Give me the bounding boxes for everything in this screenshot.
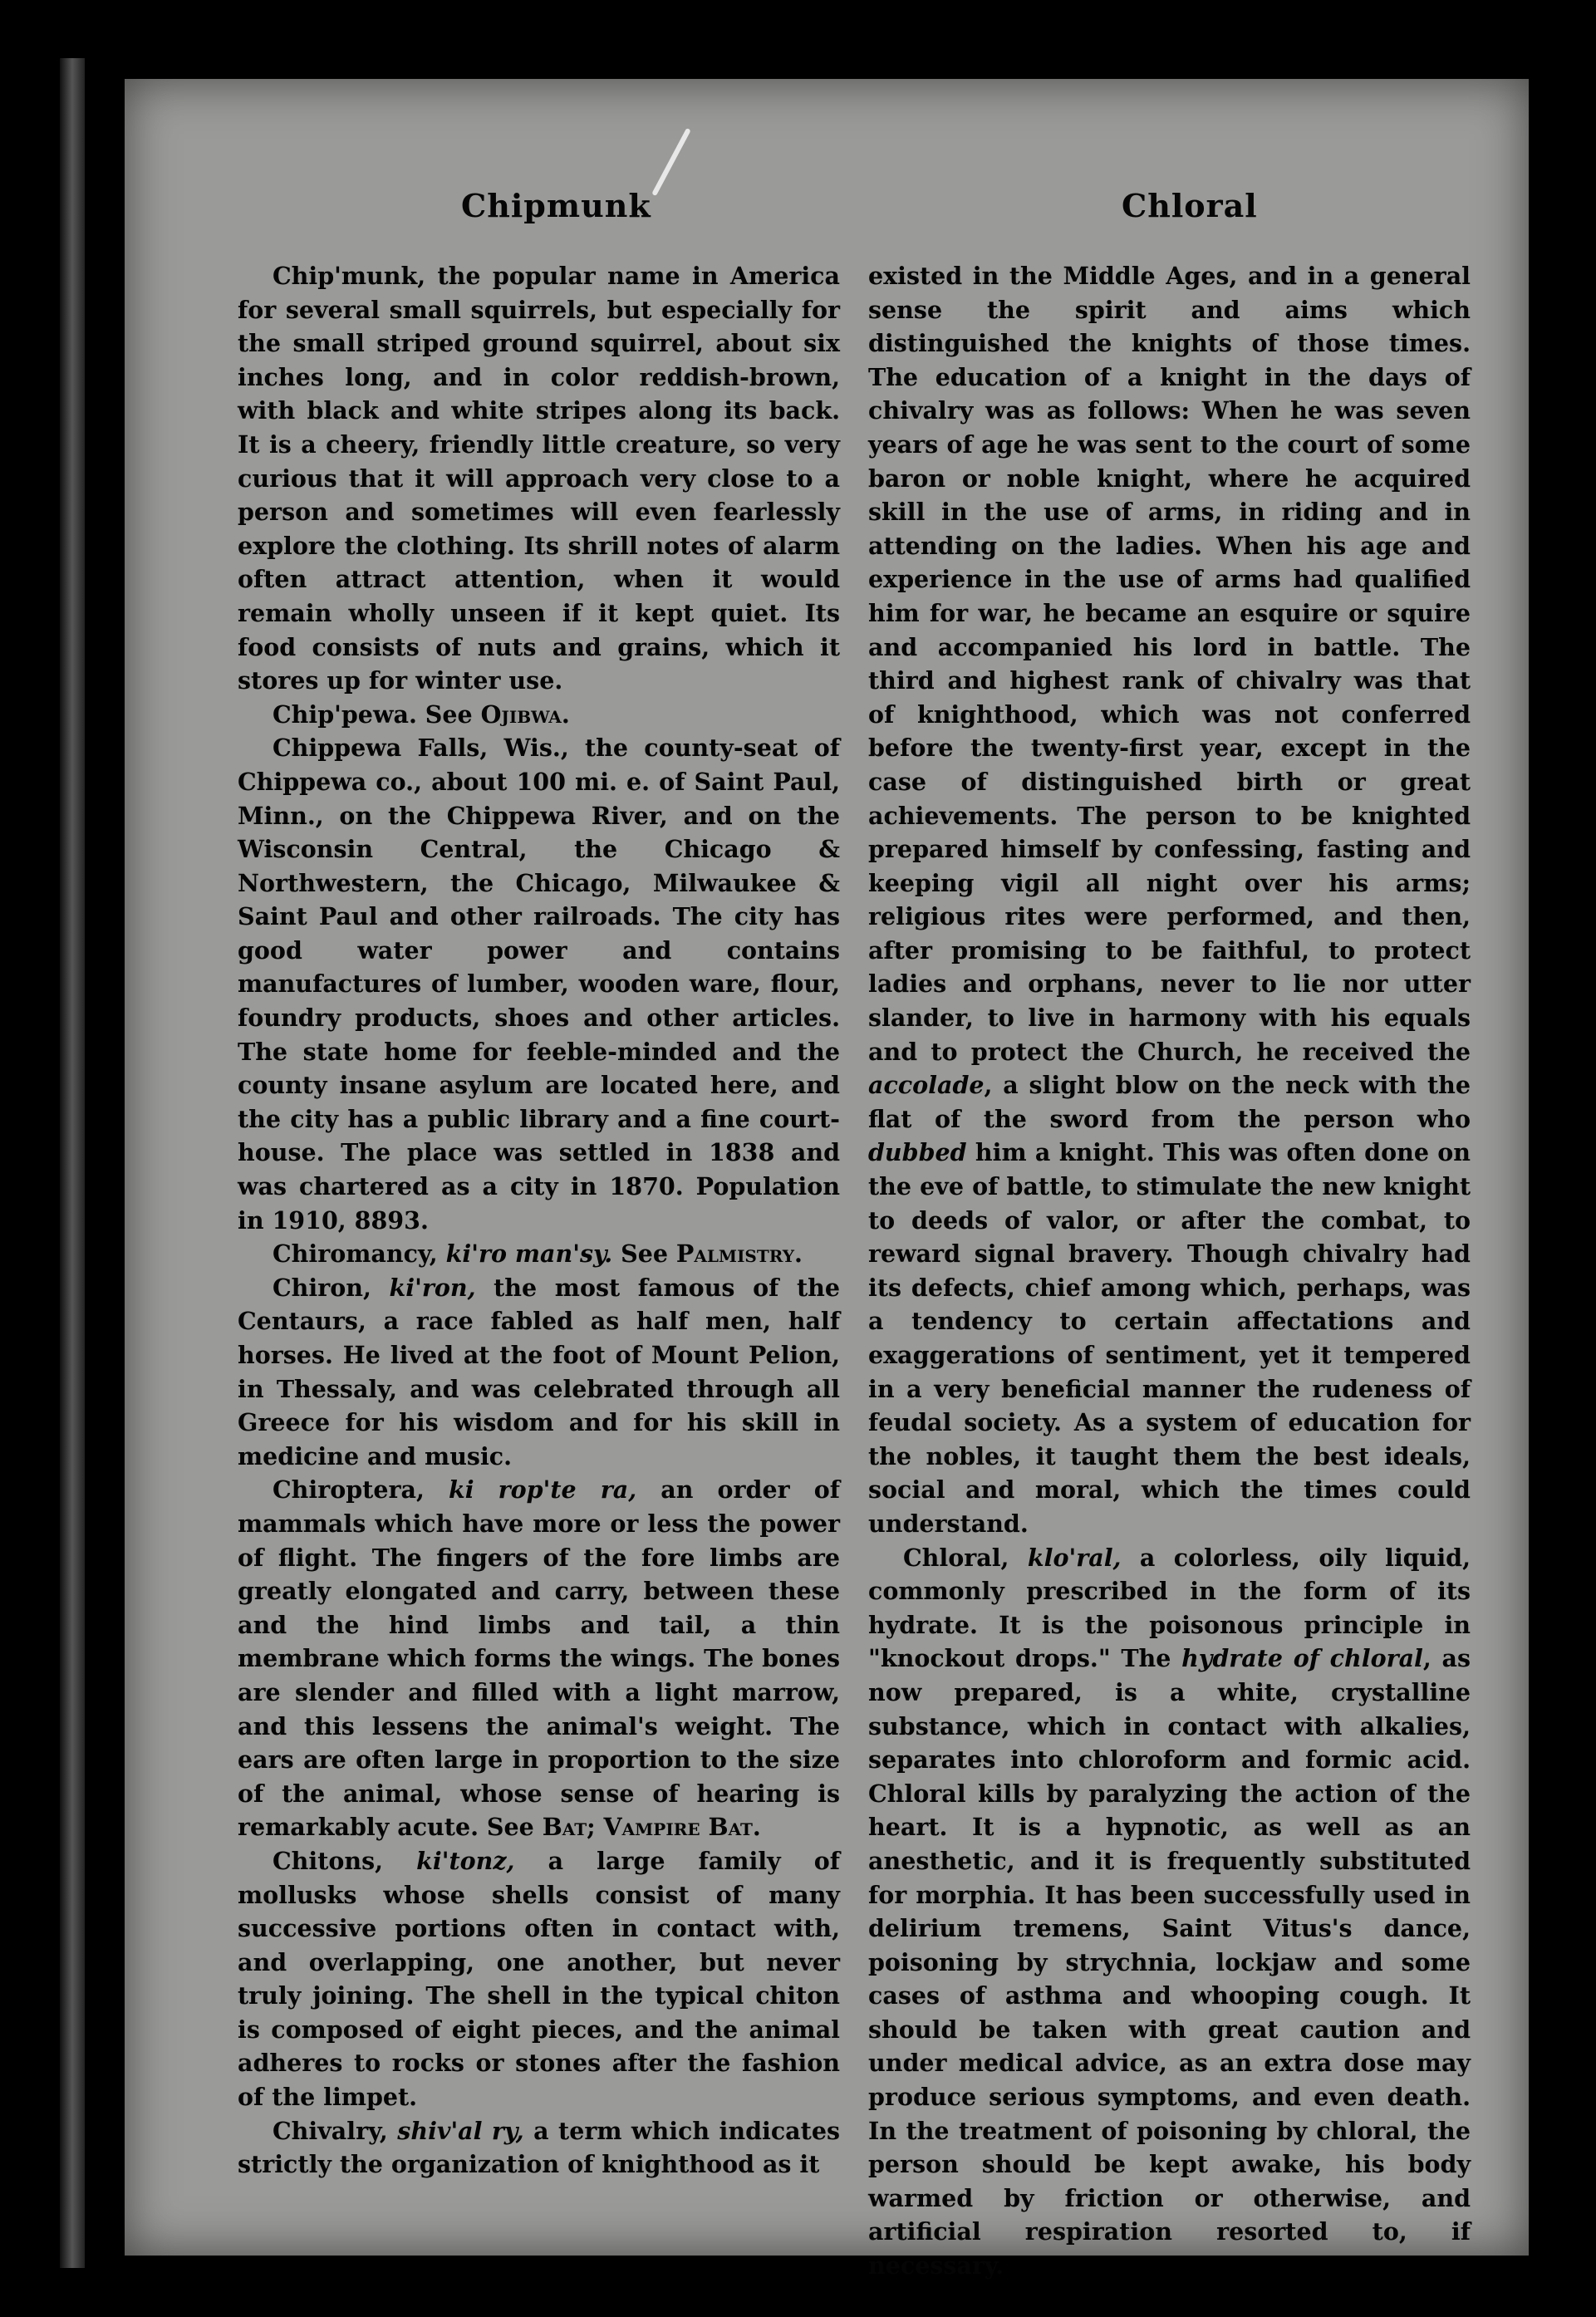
- entry-text: a colorless, oily liquid, commonly prescribed in the form of its hydrate. It is the poisonous principle in "knockout drops." The: [868, 1543, 1471, 1673]
- pronunciation: ki'ron,: [371, 1273, 476, 1302]
- italic-term: accolade: [868, 1071, 985, 1100]
- see-text: See: [612, 1239, 676, 1269]
- entry-text: , as now prepared, is a white, crystalline substance, which in contact with alkalies, separates into chloroform and formic acid. Chloral kills by paralyzing the action of the heart. It is a hypnotic, as well as an anesthetic, and it is frequently substituted for morphia. It has been successfully used in delirium tremens, Saint Vitus's dance, poisoning by strychnia, lockjaw and some cases of asthma and whooping cough. It should be taken with great caution and under medical advice, as an extra dose may produce serious symptoms, and even death. In the treatment of poisoning by chloral, the person should be kept awake, his body warmed by friction or otherwise, and artificial respiration resorted to, if necessary.: [868, 1644, 1471, 2280]
- entry-chivalry: [238, 2114, 840, 2182]
- headword: Chivalry,: [273, 2116, 388, 2145]
- binding-edge: [60, 58, 85, 2268]
- running-head-right: Chloral: [1122, 187, 1258, 224]
- headword: Chippewa Falls,: [273, 734, 489, 763]
- pronunciation: ki rop'te ra,: [424, 1475, 637, 1505]
- entry-text: him a knight. This was often done on the eve of battle, to stimulate the new knight to deeds of valor, or after the combat, to reward signal bravery. Though chivalry had its defects, chief among which, perhaps, was a tendency to certain affectations and exaggerations of sentiment, yet it tempered in a very beneficial manner the rudeness of feudal society. As a system of education for the nobles, it taught them the best ideals, social and moral, which the times could understand.: [868, 1138, 1471, 1538]
- see-text: See: [416, 700, 481, 729]
- pronunciation: ki'ro man'sy.: [437, 1239, 613, 1269]
- entry-text: an order of mammals which have more or less the power of flight. The fingers of the fore limbs are greatly elongated and carry, between these and the hind limbs and tail, a thin membrane which forms the wings. The bones are slender and filled with a light marrow, and this lessens the animal's weight. The ears are often large in proportion to the size of the animal, whose sense of hearing is remarkably acute.: [238, 1475, 840, 1842]
- headword: Chip'munk,: [273, 262, 426, 290]
- pronunciation: shiv'al ry,: [387, 2116, 524, 2145]
- entry-text: Wis., the county-seat of Chippewa co., about 100 mi. e. of Saint Paul, Minn., on the Chippewa River, and on the Wisconsin Central, the Chicago & Northwestern, the Chicago, Milwaukee & Saint Paul and other railroads. The city has good water power and contains manufactures of lumber, wooden ware, flour, foundry products, shoes and other articles. The state home for feeble-minded and the county insane asylum are located here, and the city has a public library and a fine court-house. The place was settled in 1838 and was chartered as a city in 1870. Population in 1910, 8893.: [238, 734, 840, 1235]
- entry-text: existed in the Middle Ages, and in a general sense the spirit and aims which distinguished the knights of those times. The education of a knight in the days of chivalry was as follows: When he was seven years of age he was sent to the court of some baron or noble knight, where he acquired skill in the use of arms, in riding and in attending on the ladies. When his age and experience in the use of arms had qualified him for war, he became an esquire or squire and accompanied his lord in battle. The third and highest rank of chivalry was that of knighthood, which was not conferred before the twenty-first year, except in the case of distinguished birth or great achievements. The person to be knighted prepared himself by confessing, fasting and keeping vigil all night over his arms; religious rites were performed, and then, after promising to be faithful, to protect ladies and orphans, never to lie nor utter slander, to live in harmony with his equals and to protect the Church, he received the: [868, 262, 1471, 1066]
- italic-term: dubbed: [868, 1138, 967, 1167]
- entry-text: the popular name in America for several small squirrels, but especially for the small striped ground squirrel, about six inches long, and in color reddish-brown, with black and white stripes along its back. It is a cheery, friendly little creature, so very curious that it will approach very close to a person and sometimes will even fearlessly explore the clothing. Its shrill notes of alarm often attract attention, when it would remain wholly unseen if it kept quiet. Its food consists of nuts and grains, which it stores up for winter use.: [238, 262, 840, 695]
- entry-text: a large family of mollusks whose shells consist of many successive portions often in contact with, and overlapping, one another, but never truly joining. The shell in the typical chiton is composed of eight pieces, and the animal adheres to rocks or stones after the fashion of the limpet.: [238, 1846, 840, 2112]
- entry-chipmunk: [238, 259, 840, 698]
- entry-chloral: [868, 1541, 1471, 2283]
- running-head-left: Chipmunk: [461, 187, 651, 224]
- entry-chippewa: [238, 698, 840, 732]
- entry-chippewa-falls: [238, 731, 840, 1237]
- headword: Chloral,: [903, 1543, 1009, 1572]
- entry-chiromancy: [238, 1237, 840, 1271]
- entry-text: a term which indicates strictly the organization of knighthood as it: [238, 2116, 840, 2179]
- headword: Chiromancy,: [273, 1239, 438, 1269]
- italic-term: hydrate of chloral: [1181, 1644, 1423, 1673]
- see-text: See: [479, 1813, 543, 1842]
- headword: Chip'pewa.: [273, 700, 417, 729]
- pronunciation: ki'tonz,: [383, 1846, 515, 1875]
- cross-reference: Bat; Vampire Bat.: [542, 1813, 761, 1842]
- pronunciation: klo'ral,: [1009, 1543, 1122, 1572]
- headword: Chitons,: [273, 1846, 384, 1875]
- entry-text: the most famous of the Centaurs, a race fabled as half men, half horses. He lived at the foot of Mount Pelion, in Thessaly, and was celebrated through all Greece for his wisdom and for his skill in medicine and music.: [238, 1273, 841, 1470]
- entry-text: , a slight blow on the neck with the flat of the sword from the person who: [868, 1071, 1471, 1133]
- headword: Chiron,: [273, 1273, 371, 1302]
- entry-chitons: [238, 1844, 840, 2114]
- entry-chiron: [238, 1271, 840, 1474]
- cross-reference: Ojibwa.: [480, 700, 570, 729]
- entry-chivalry-continued: [868, 259, 1471, 1541]
- right-column: [868, 259, 1471, 2283]
- left-column: [238, 259, 840, 2182]
- cross-reference: Palmistry.: [675, 1239, 803, 1269]
- entry-chiroptera: [238, 1473, 840, 1844]
- headword: Chiroptera,: [273, 1475, 425, 1505]
